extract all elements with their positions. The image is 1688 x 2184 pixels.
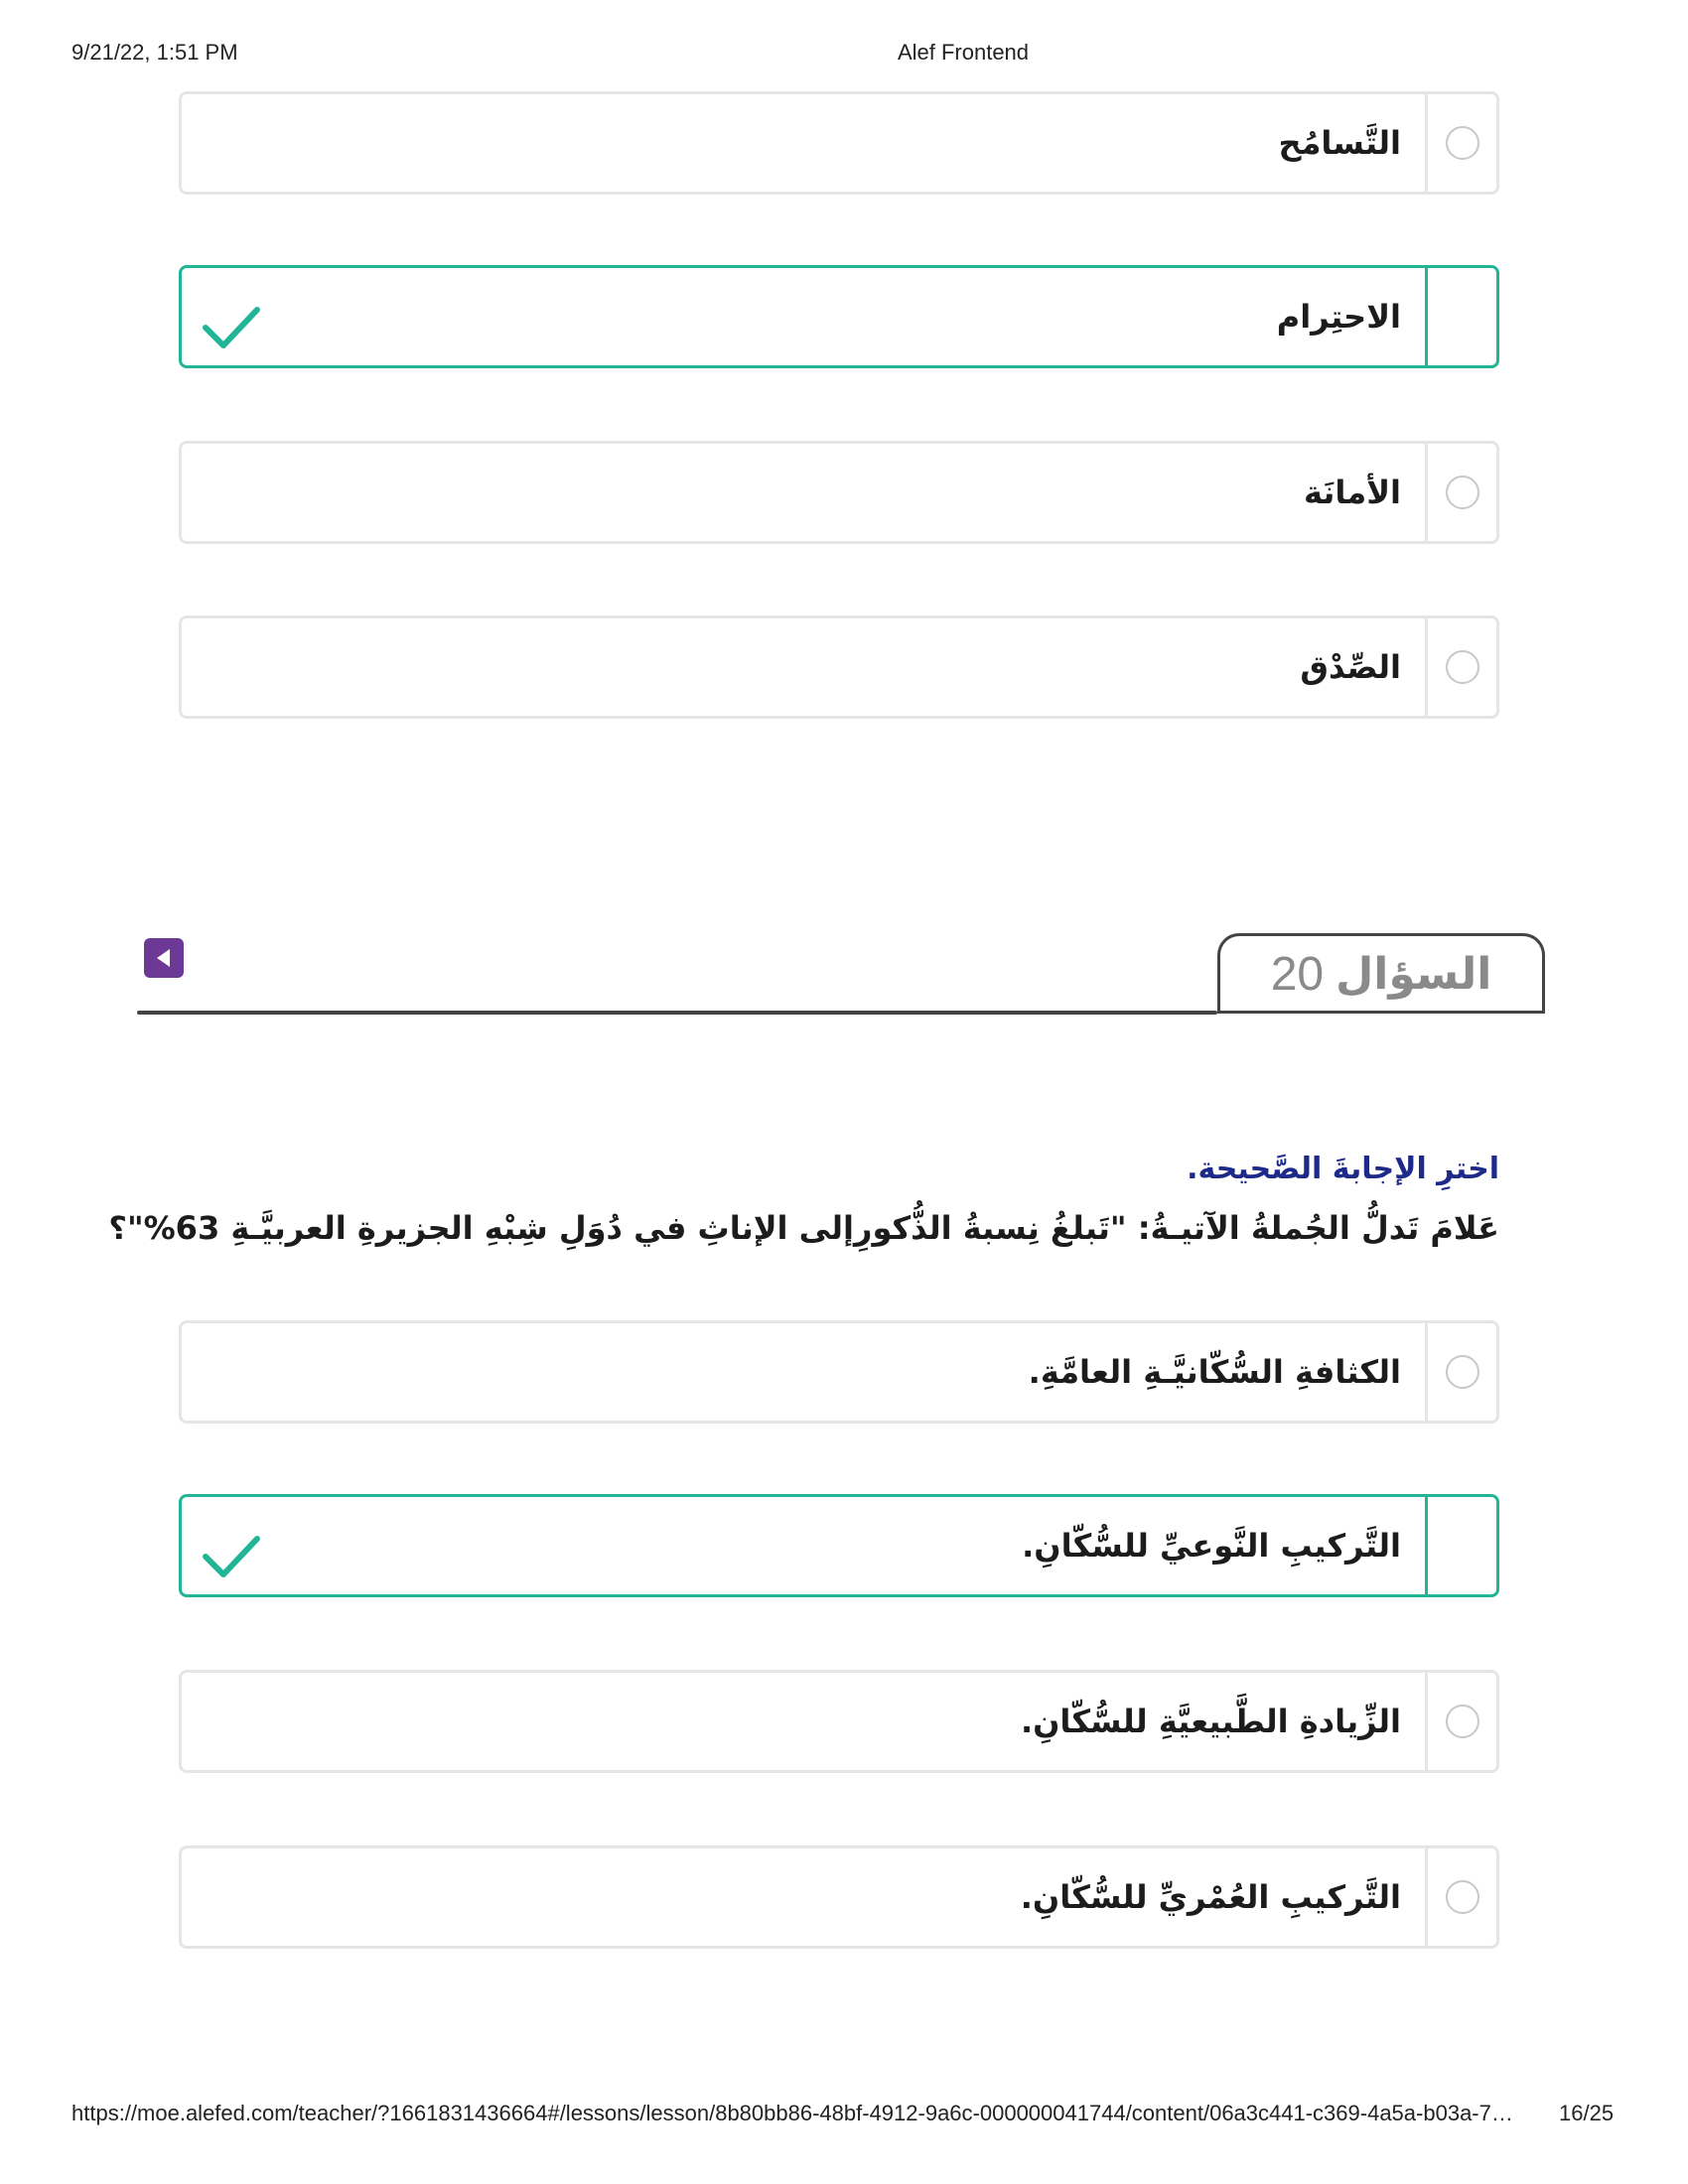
- question-tab: [1217, 933, 1545, 1013]
- answer-option[interactable]: [179, 91, 1499, 195]
- radio-button[interactable]: [1446, 1705, 1479, 1738]
- option-label: الصِّدْق: [1300, 648, 1401, 686]
- answer-option-correct[interactable]: [179, 265, 1499, 368]
- checkmark-icon: [200, 1533, 263, 1580]
- radio-cell: [1425, 1497, 1496, 1594]
- question-tab-base: [1217, 1011, 1545, 1014]
- answer-option[interactable]: [179, 1670, 1499, 1773]
- answer-option[interactable]: [179, 441, 1499, 544]
- radio-cell: [1425, 1848, 1496, 1946]
- question-instruction: اخترِ الإجابةَ الصَّحيحة.: [1187, 1152, 1499, 1186]
- page-url: https://moe.alefed.com/teacher/?1661831436664#/lessons/lesson/8b80bb86-48bf-4912-9a6c-000000041744/content/06a3c441-c369-4a5a-b03a-7…: [71, 2101, 1513, 2125]
- question-text: عَلامَ تَدلُّ الجُملةُ الآتيـةُ: "تَبلغُ نِسبةُ الذُّكورِإلى الإناثِ في دُوَلِ شِبْهِ الجزيرةِ العربيَّـةِ 63%"؟: [108, 1209, 1499, 1247]
- radio-button[interactable]: [1446, 1880, 1479, 1914]
- answer-option-correct[interactable]: [179, 1494, 1499, 1597]
- option-label: التَّركيبِ العُمْريِّ للسُّكّانِ.: [1020, 1878, 1401, 1916]
- radio-button[interactable]: [1446, 476, 1479, 509]
- radio-button[interactable]: [1446, 650, 1479, 684]
- page-number: 16/25: [1559, 2101, 1615, 2125]
- checkmark-icon: [200, 304, 263, 351]
- radio-cell: [1425, 94, 1496, 192]
- option-label: الزِّيادةِ الطَّبيعيَّةِ للسُّكّانِ.: [1020, 1703, 1401, 1740]
- option-label: الكثافةِ السُّكّانيَّـةِ العامَّةِ.: [1028, 1353, 1401, 1391]
- question-divider: [137, 1011, 1217, 1015]
- radio-cell: [1425, 268, 1496, 365]
- question-number: 20: [1270, 948, 1325, 1001]
- previous-button[interactable]: [144, 938, 184, 978]
- option-label: التَّركيبِ النَّوعيِّ للسُّكّانِ.: [1022, 1527, 1401, 1565]
- radio-button[interactable]: [1446, 1355, 1479, 1389]
- print-date: 9/21/22, 1:51 PM: [71, 40, 238, 65]
- answer-option[interactable]: [179, 615, 1499, 719]
- option-label: الأمانَة: [1303, 474, 1401, 511]
- radio-cell: [1425, 618, 1496, 716]
- option-label: الاحتِرام: [1276, 298, 1401, 336]
- radio-button[interactable]: [1446, 126, 1479, 160]
- radio-cell: [1425, 1323, 1496, 1421]
- answer-option[interactable]: [179, 1845, 1499, 1949]
- option-label: التَّسامُح: [1278, 124, 1401, 162]
- radio-cell: [1425, 1673, 1496, 1770]
- caret-left-icon: [154, 947, 174, 969]
- page-title: Alef Frontend: [897, 40, 1030, 65]
- answer-option[interactable]: [179, 1320, 1499, 1424]
- radio-cell: [1425, 444, 1496, 541]
- question-word: السؤال: [1336, 949, 1492, 1000]
